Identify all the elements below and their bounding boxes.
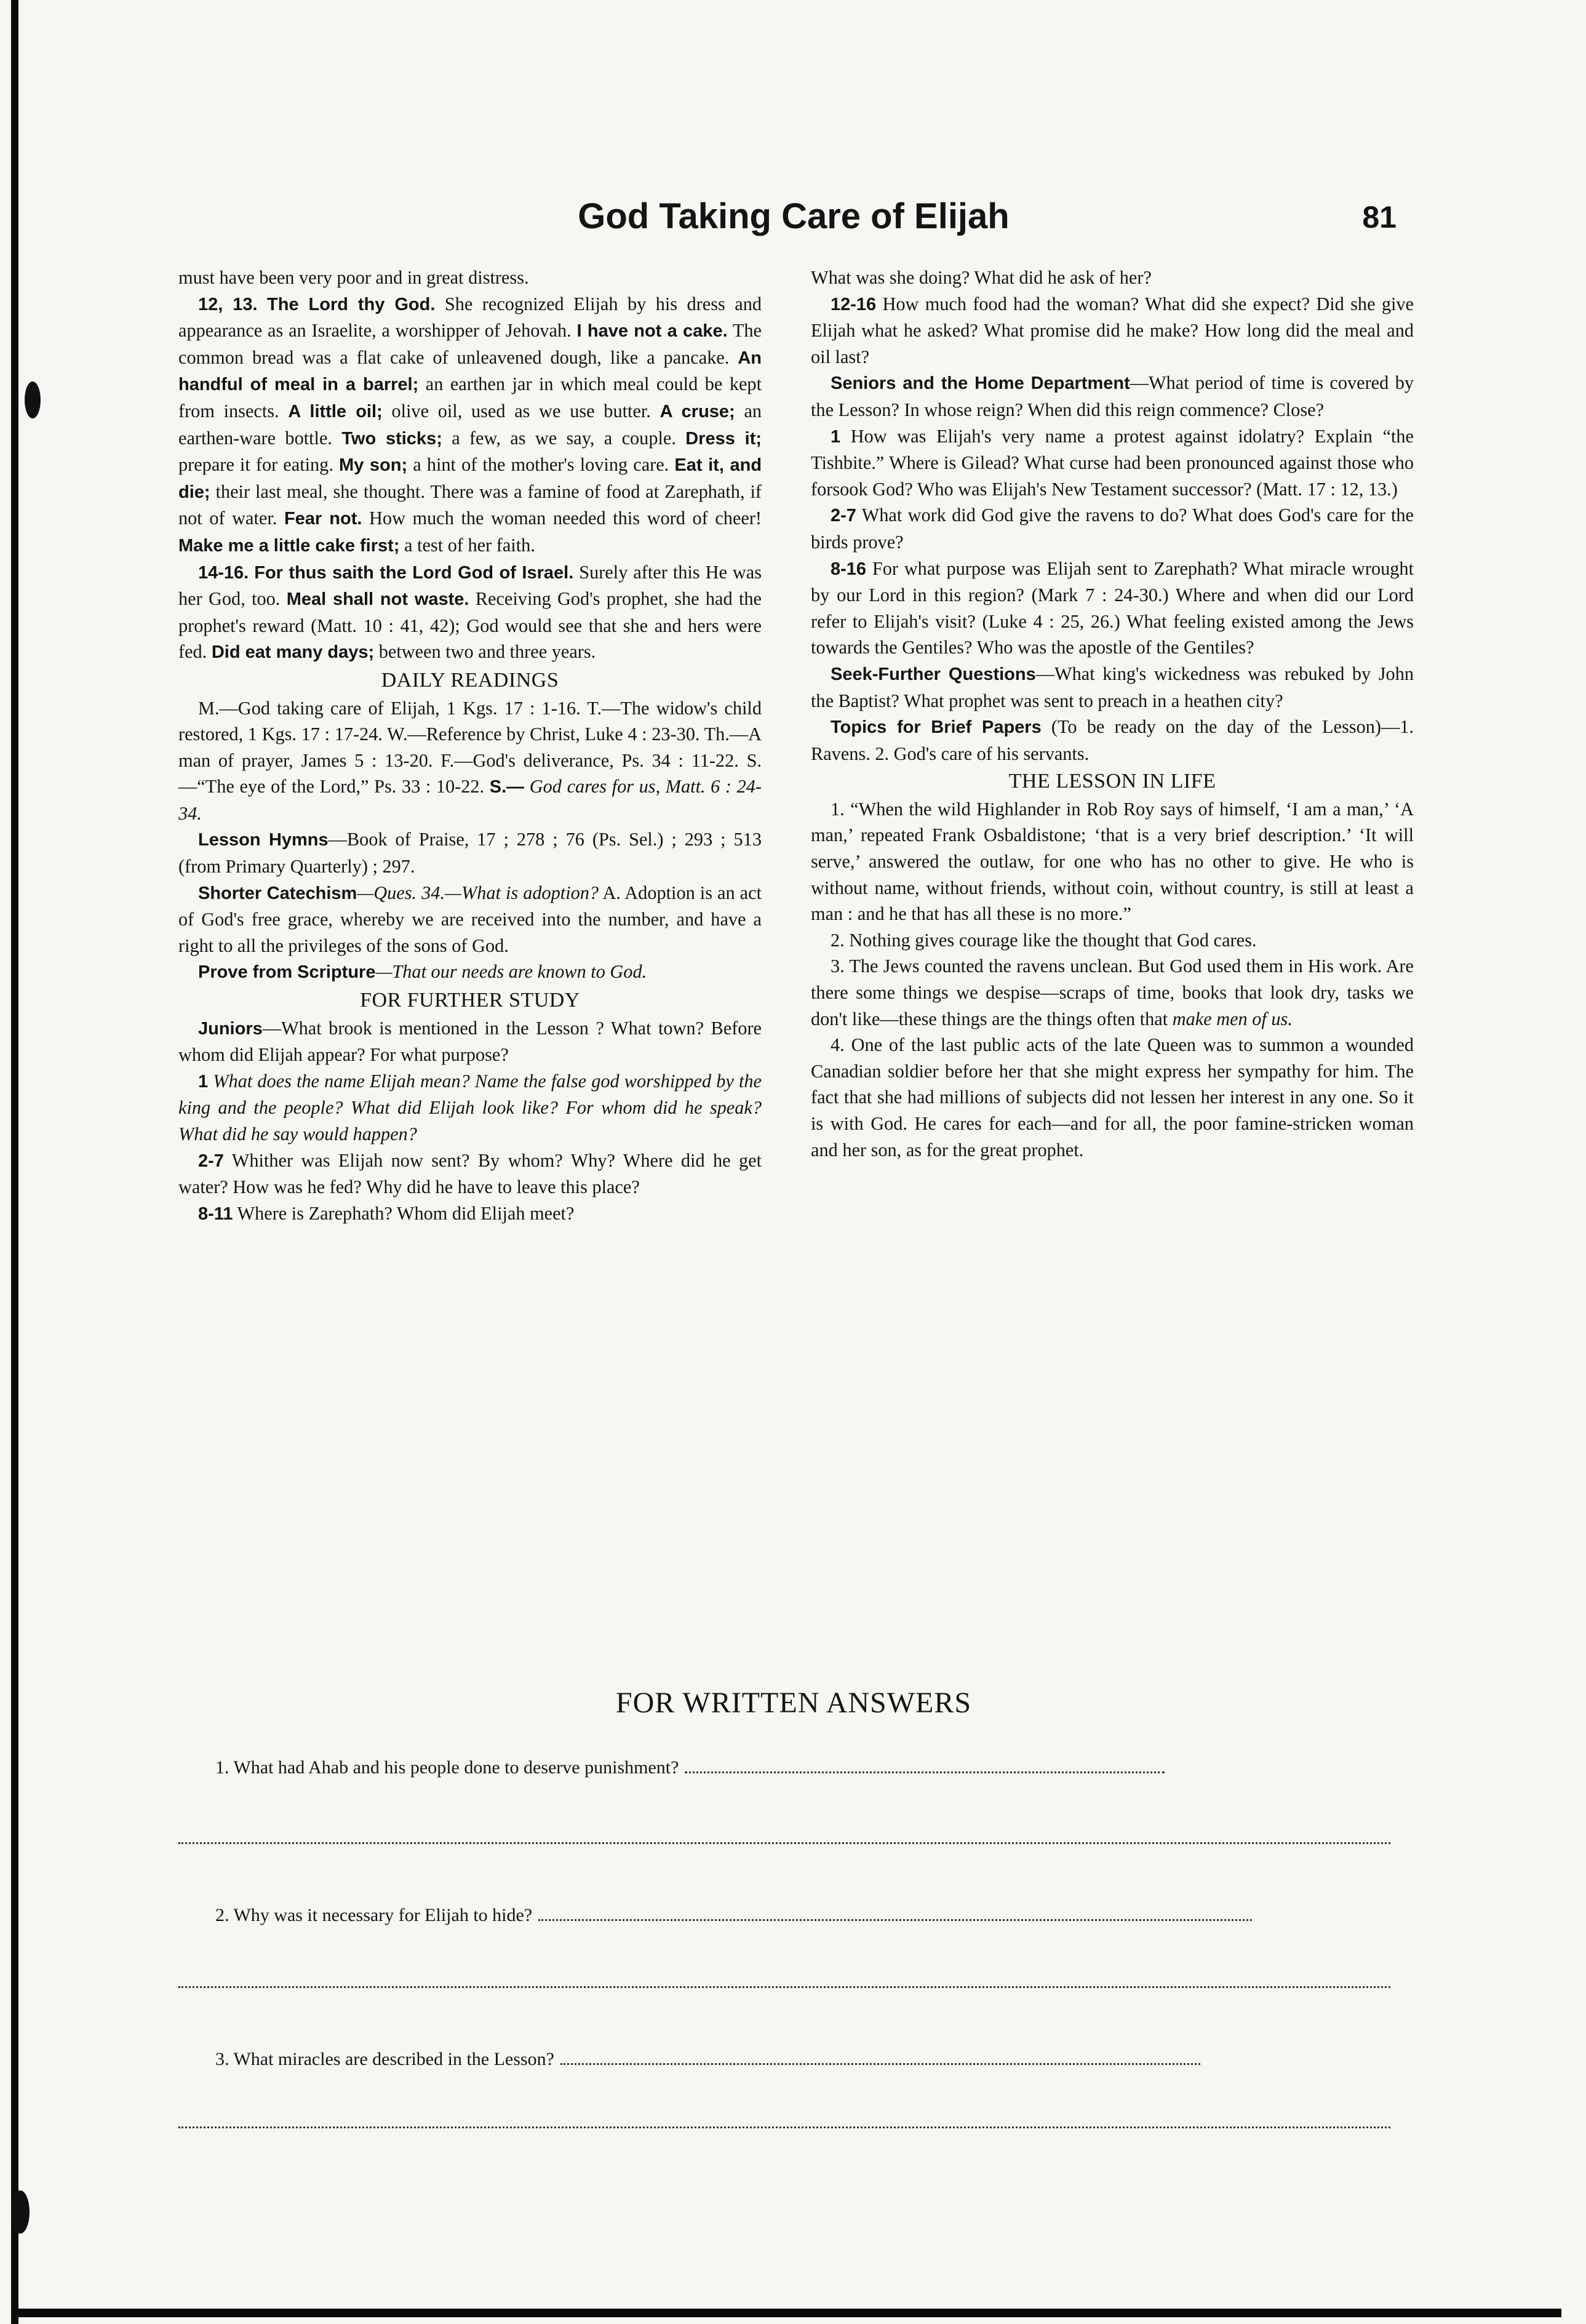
lesson-in-life-heading: THE LESSON IN LIFE bbox=[1008, 770, 1216, 793]
shorter-catechism: Shorter Catechism—Ques. 34.—What is adoption? A. Adoption is an act of God's free grace, whereby we are received into the number, and have a right to all the privileges of the sons of God. bbox=[178, 882, 762, 956]
page-title: God Taking Care of Elijah bbox=[578, 196, 1010, 236]
seniors-question: 1 How was Elijah's very name a protest against idolatry? Explain “the Tishbite.” Where is Gilead? What curse had been pronounced against those who forsook God? Who was Elijah's New Testament successor? (Matt. 17 : 12, 13.) bbox=[811, 425, 1414, 500]
topics-brief-papers: Topics for Brief Papers (To be ready on the day of the Lesson)—1. Ravens. 2. God's care of his servants. bbox=[811, 716, 1414, 764]
lesson-in-life-point: 2. Nothing gives courage like the thought that God cares. bbox=[831, 929, 1257, 951]
written-question-2: 2. Why was it necessary for Elijah to hide? bbox=[215, 1905, 1390, 1926]
seniors-question: 2-7 What work did God give the ravens to do? What does God's care for the birds prove? bbox=[811, 505, 1414, 553]
lesson-in-life-point: 1. “When the wild Highlander in Rob Roy says of himself, ‘I am a man,’ ‘A man,’ repeated Frank Osbaldistone; ‘that is a very brief description.’ ‘It will serve,’ answered the outlaw, for one who has no other to give. He who is without name, without friends, without coin, without country, is still at least a man : and he that has all these is no more.” bbox=[811, 798, 1414, 925]
margin-blot bbox=[25, 381, 41, 418]
prove-from-scripture: Prove from Scripture—That our needs are known to God. bbox=[198, 961, 647, 983]
written-question-3: 3. What miracles are described in the Lesson? bbox=[215, 2049, 1390, 2070]
page-number: 81 bbox=[1362, 200, 1397, 234]
juniors-section: Juniors—What brook is mentioned in the Lesson ? What town? Before whom did Elijah appear? For what purpose? bbox=[178, 1017, 762, 1066]
written-answers-heading: FOR WRITTEN ANSWERS bbox=[615, 1687, 972, 1719]
seniors-section: Seniors and the Home Department—What period of time is covered by the Lesson? In whose reign? When did this reign commence? Close? bbox=[811, 372, 1414, 420]
left-column bbox=[178, 265, 762, 1227]
seniors-question: 8-16 For what purpose was Elijah sent to Zarephath? What miracle wrought by our Lord in this region? (Mark 7 : 24-30.) Where and when did our Lord refer to Elijah's visit? (Luke 4 : 25, 26.) What feeling existed among the Jews towards the Gentiles? Who was the apostle of the Gentiles? bbox=[811, 557, 1414, 658]
juniors-question: 12-16 How much food had the woman? What did she expect? Did she give Elijah what he asked? What promise did he make? How long did the meal and oil last? bbox=[811, 293, 1414, 367]
daily-readings-heading: DAILY READINGS bbox=[381, 668, 559, 692]
further-study-heading: FOR FURTHER STUDY bbox=[360, 989, 580, 1012]
paragraph: must have been very poor and in great distress. bbox=[178, 267, 529, 288]
lesson-in-life-point: 3. The Jews counted the ravens unclean. But God used them in His work. Are there some things we despise—scraps of time, books that look dry, tasks we don't like—these things are the things often that make men of us. bbox=[811, 956, 1414, 1029]
page-header bbox=[178, 196, 1409, 245]
answer-line[interactable] bbox=[178, 1842, 1390, 1844]
answer-line[interactable] bbox=[685, 1769, 1165, 1773]
left-margin-rule bbox=[11, 0, 18, 2324]
right-column bbox=[811, 265, 1414, 1163]
juniors-question: 8-11 Where is Zarephath? Whom did Elijah meet? bbox=[198, 1202, 575, 1224]
lesson-hymns: Lesson Hymns—Book of Praise, 17 ; 278 ; 76 (Ps. Sel.) ; 293 ; 513 (from Primary Quarterly) ; 297. bbox=[178, 829, 762, 877]
juniors-question: 1 What does the name Elijah mean? Name the false god worshipped by the king and the people? What did Elijah look like? For whom did he speak? What did he say would happen? bbox=[178, 1070, 762, 1144]
juniors-question: 2-7 Whither was Elijah now sent? By whom? Why? Where did he get water? How was he fed? Why did he have to leave this place? bbox=[178, 1149, 762, 1198]
bottom-margin-rule bbox=[11, 2309, 1561, 2317]
paragraph: What was she doing? What did he ask of her? bbox=[811, 267, 1152, 288]
margin-blot bbox=[11, 2190, 30, 2234]
answer-line[interactable] bbox=[560, 2061, 1200, 2065]
answer-line[interactable] bbox=[178, 1986, 1390, 1988]
daily-readings: M.—God taking care of Elijah, 1 Kgs. 17 : 1-16. T.—The widow's child restored, 1 Kgs. 17 : 17-24. W.—Reference by Christ, Luke 4 : 23-30. Th.—A man of prayer, James 5 : 13-20. F.—God's deliverance, Ps. 34 : 11-22. S.—“The eye of the Lord,” Ps. 33 : 10-22. S.— God cares for us, Matt. 6 : 24-34. bbox=[178, 697, 762, 824]
answer-line[interactable] bbox=[178, 2126, 1390, 2128]
written-question-1: 1. What had Ahab and his people done to deserve punishment? bbox=[215, 1757, 1390, 1778]
paragraph-notes-14-16: 14-16. For thus saith the Lord God of Israel. Surely after this He was her God, too. Meal shall not waste. Receiving God's prophet, she had the prophet's reward (Matt. 10 : 41, 42); God would see that she and hers were fed. Did eat many days; between two and three years. bbox=[178, 561, 762, 663]
seek-further-questions: Seek-Further Questions—What king's wickedness was rebuked by John the Baptist? What prophet was sent to preach in a heathen city? bbox=[811, 663, 1414, 711]
answer-line[interactable] bbox=[538, 1917, 1252, 1921]
paragraph-notes-12-13: 12, 13. The Lord thy God. She recognized Elijah by his dress and appearance as an Israelite, a worshipper of Jehovah. I have not a cake. The common bread was a flat cake of unleavened dough, like a pancake. An handful of meal in a barrel; an earthen jar in which meal could be kept from insects. A little oil; olive oil, used as we use butter. A cruse; an earthen-ware bottle. Two sticks; a few, as we say, a couple. Dress it; prepare it for eating. My son; a hint of the mother's loving care. Eat it, and die; their last meal, she thought. There was a famine of food at Zarephath, if not of water. Fear not. How much the woman needed this word of cheer! Make me a little cake first; a test of her faith. bbox=[178, 293, 762, 556]
lesson-in-life-point: 4. One of the last public acts of the late Queen was to summon a wounded Canadian soldier before her that she might express her sympathy for him. The fact that she had millions of subjects did not lessen her interest in any one. So it is with God. He cares for each—and for all, the poor famine-stricken woman and her son, as for the great prophet. bbox=[811, 1034, 1414, 1160]
